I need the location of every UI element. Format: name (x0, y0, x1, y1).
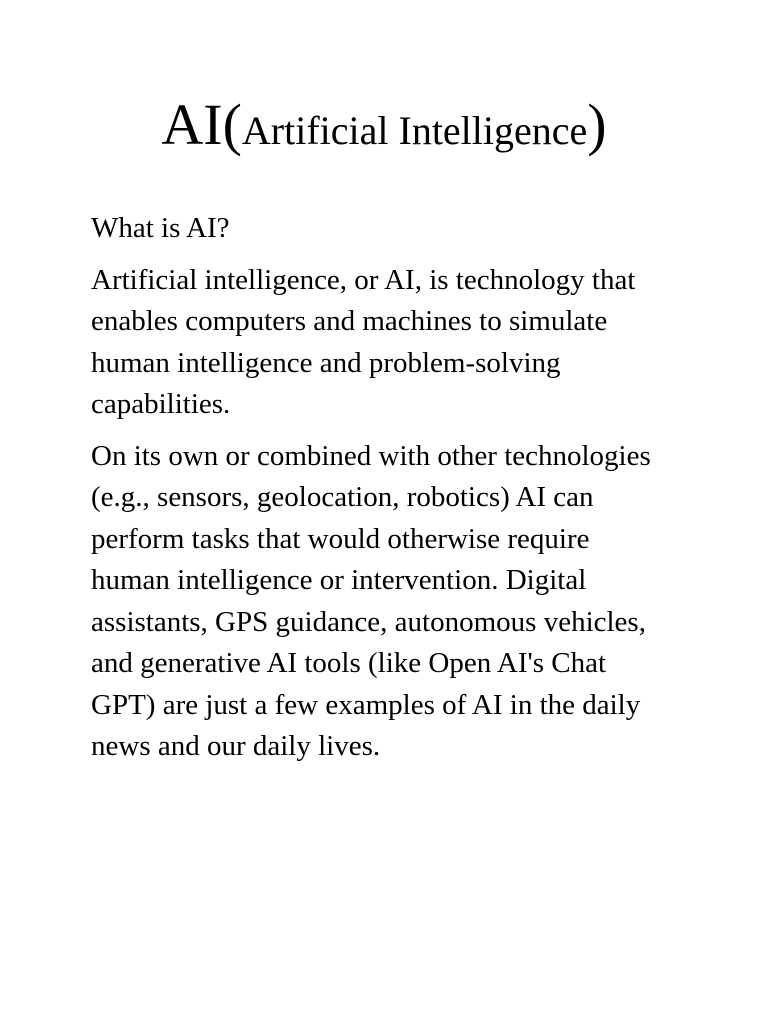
section-question: What is AI? (91, 212, 230, 244)
document-body (91, 208, 661, 778)
title-prefix: AI( (161, 92, 242, 157)
title-main: Artificial Intelligence (241, 108, 588, 153)
page-title (0, 92, 768, 157)
definition-paragraph: Artificial intelligence, or AI, is technology that enables computers and machines to simulate human intelligence and problem-solving capabilities. (91, 263, 636, 420)
examples-paragraph: On its own or combined with other technologies (e.g., sensors, geolocation, robotics) AI can perform tasks that would otherwise require human intelligence or intervention. Digital assistants, GPS guidance, autonomous vehicles, and generative AI tools (like Open AI's Chat GPT) are just a few examples of AI in the daily news and our daily lives. (91, 439, 651, 762)
title-suffix: ) (587, 92, 607, 157)
